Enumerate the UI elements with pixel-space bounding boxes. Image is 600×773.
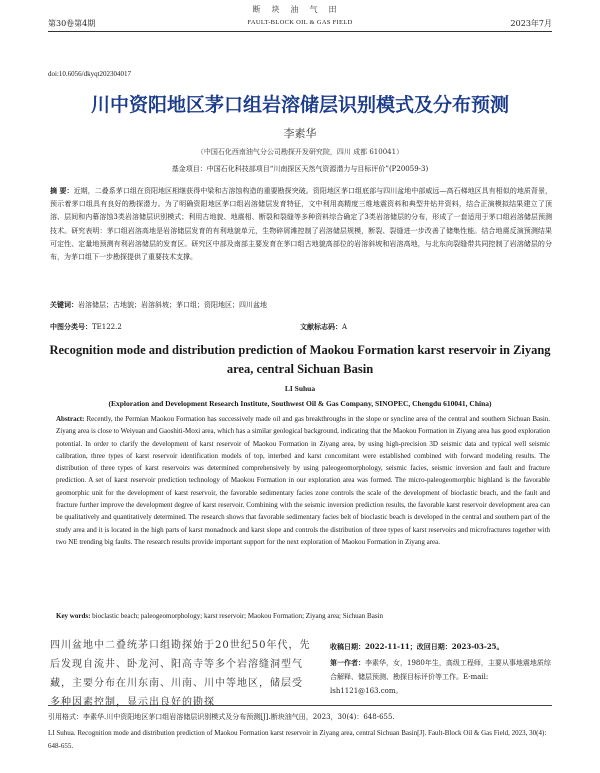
keywords-en-label: Key words: bbox=[56, 612, 91, 620]
issue-date: 2023年7月 bbox=[510, 19, 552, 28]
journal-name-en: FAULT-BLOCK OIL & GAS FIELD bbox=[247, 19, 353, 26]
bio-text: 李素华，女，1980年生，高级工程师，主要从事地震地质综合解释、储层预测、勘探目标评价等工作。E-mail: lsh1121@163.com。 bbox=[330, 659, 551, 695]
issue-label: 第30卷第4期 bbox=[48, 19, 96, 28]
body-text: 四川盆地中二叠统茅口组勘探始于20世纪50年代，先后发现自流井、卧龙河、阳高寺等多个岩溶缝洞型气藏，主要分布在川东南、川南、川中等地区，储层受多种因素控制，显示出良好的勘探 bbox=[50, 640, 311, 708]
citation-divider bbox=[48, 705, 552, 706]
document-code bbox=[300, 322, 347, 332]
code-label: 文献标志码： bbox=[300, 322, 342, 331]
author-bio bbox=[330, 656, 554, 698]
page-title: 川中资阳地区茅口组岩溶储层识别模式及分布预测 bbox=[90, 94, 509, 116]
title-en: Recognition mode and distribution prediction of Maokou Formation karst reservoir in Ziyang area, central Sichuan Basin bbox=[49, 343, 551, 376]
received-date: 2022-11-11 bbox=[365, 642, 410, 651]
header-divider bbox=[48, 31, 552, 32]
author-en: LI Suhua bbox=[284, 384, 316, 393]
fund-note: 基金项目：中国石化科技部项目“川南探区天然气资源潜力与目标评价”(P20059-3) bbox=[171, 165, 429, 173]
dates bbox=[330, 640, 560, 653]
abstract-en-text: Recently, the Permian Maokou Formation has successively made oil and gas breakthroughs in the slope or syncline area of the central and southern Sichuan Basin. Ziyang area is close to Weiyuan and Gaoshiti-Moxi area, which has a similar geological background, indicating that the Maokou Formation in Ziyang area has good exploration potential. In order to clarify the development of karst reservoir of Maokou Formation in Ziyang area, by using high-precision 3D seismic data and typical well seismic calibration, three types of karst reservoir identification models of top, interbed and karst concomitant were established combined with forward modeling results. The distribution of three types of karst reservoirs was determined comprehensively by using paleogeomorphology, seismic facies, seismic inversion and fault and fracture prediction. A set of karst reservoir prediction technology of Maokou Formation in our exploration area was formed. The micro-paleogeomorphic highland is the favorable geomorphic unit for the development of karst reservoir, the favorable sedimentary facies zone controls the scale of the development of bioclastic beach, and the fault and fracture further improve the development degree of karst reservoir. Combining with the seismic inversion prediction results, the favorable karst reservoir development area can be qualitatively and quantitatively determined. The research shows that favorable sedimentary facies belt of bioclastic beach is developed in the central and southern part of the study area and it is located in the high parts of karst monadnock and karst slope and controls the distribution of three types of karst reservoirs and microfractures together with two NE trending big faults. The research results provide important support for the next exploration of Maokou Formation in Ziyang area. bbox=[56, 415, 551, 546]
keywords-cn-text: 岩溶储层；古地貌；岩溶斜坡；茅口组；资阳地区；四川盆地 bbox=[78, 301, 267, 309]
citation-en: LI Suhua. Recognition mode and distribution prediction of Maokou Formation karst reservoir in Ziyang area, central Sichuan Basin[J]. Fault-Block Oil & Gas Field, 2023, 30(4): 648-655. bbox=[48, 729, 547, 750]
revised-label: ；改回日期： bbox=[409, 642, 452, 651]
journal-name: 断块油气田 bbox=[252, 5, 348, 14]
keywords-cn-label: 关键词： bbox=[50, 300, 78, 309]
affiliation-cn: （中国石化西南油气分公司勘探开发研究院，四川 成都 610041） bbox=[196, 148, 404, 156]
classification bbox=[50, 322, 122, 332]
citation-cn: 引用格式：李素华.川中资阳地区茅口组岩溶储层识别模式及分布预测[J].断块油气田，2023，30(4)：648-655. bbox=[48, 713, 395, 721]
received-label: 收稿日期： bbox=[330, 642, 365, 651]
keywords-en-text: bioclastic beach; paleogeomorphology; karst reservoir; Maokou Formation; Ziyang area; Sichuan Basin bbox=[92, 612, 383, 620]
class-value: TE122.2 bbox=[92, 323, 122, 331]
revised-date: 2023-03-25。 bbox=[451, 642, 504, 651]
abstract-cn-text: 近期，二叠系茅口组在资阳地区相继获得中梁和古溶蚀构造的重要勘探突破。资阳地区茅口组底部与四川盆地中部威远—高石梯地区具有相似的地质背景，预示着茅口组具有良好的勘探潜力。为了明确资阳地区茅口组岩溶储层发育特征，文中利用高精度三维地震资料和典型井钻井资料，结合正演模拟结果建立了顶溶、层间和内幕溶蚀3类岩溶储层识别模式；利用古地貌、地震相、断裂和裂缝等多种资料综合确定了3类岩溶储层的分布，形成了一套适用于茅口组岩溶储层预测技术。研究表明：茅口组岩溶高地是岩溶储层发育的有利地貌单元，生物碎屑滩控制了岩溶储层规模，断裂、裂缝进一步改善了储集性能。结合地震反演预测结果可定性、定量地预测有利岩溶储层的发育区。研究区中部及南部主要发育在茅口组古地貌高部位的岩溶斜坡和岩溶高地，与北东向裂缝带共同控制了岩溶储层的分布，为茅口组下一步勘探提供了重要技术支撑。 bbox=[50, 187, 553, 262]
abstract-en bbox=[56, 413, 550, 548]
class-label: 中图分类号： bbox=[50, 322, 92, 331]
keywords-cn bbox=[50, 300, 552, 310]
doi[interactable]: doi:10.6056/dkyqt202304017 bbox=[48, 70, 132, 78]
abstract-cn-label: 摘 要： bbox=[50, 186, 74, 195]
affiliation-en: (Exploration and Development Research Institute, Southwest Oil & Gas Company, SINOPEC, Chengdu 610041, China) bbox=[108, 399, 492, 408]
keywords-en bbox=[56, 612, 550, 620]
abstract-cn bbox=[50, 184, 552, 264]
author-cn: 李素华 bbox=[283, 127, 317, 140]
bio-label: 第一作者： bbox=[330, 658, 365, 667]
abstract-en-label: Abstract: bbox=[56, 415, 85, 423]
code-value: A bbox=[342, 323, 348, 331]
